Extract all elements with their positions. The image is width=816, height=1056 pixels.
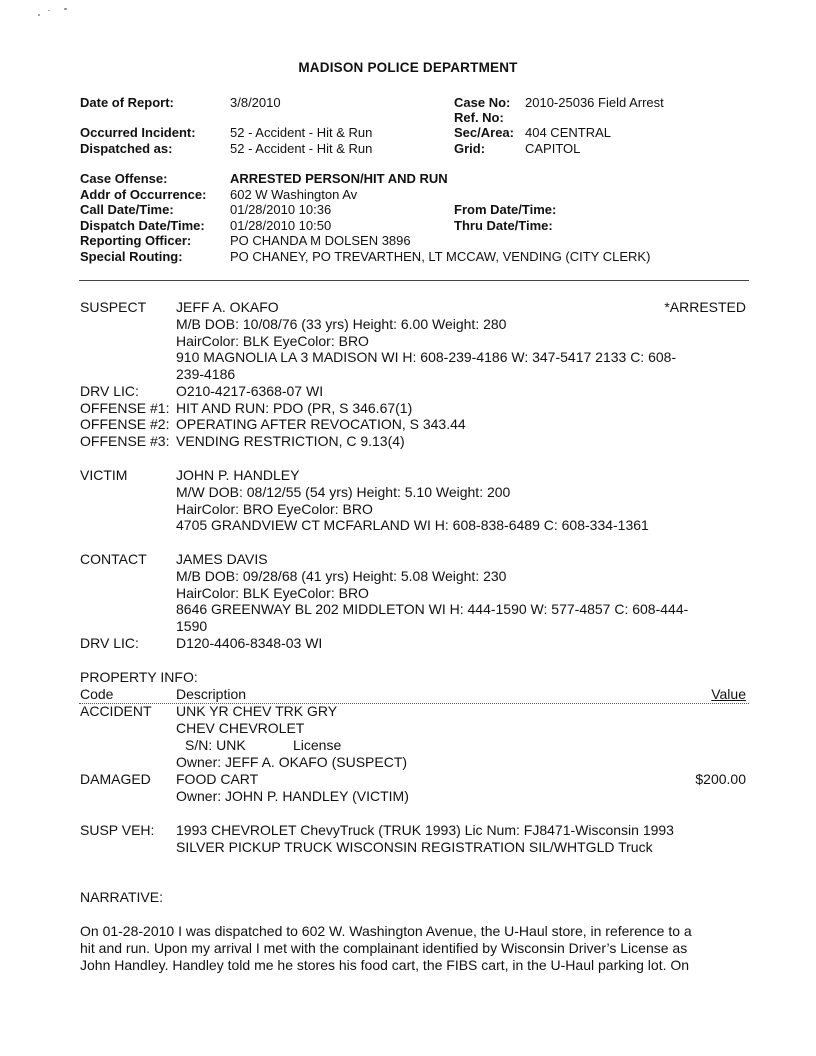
suspect-descriptors: M/B DOB: 10/08/76 (33 yrs) Height: 6.00 Weight: 280 [176,316,507,332]
dispatched-value: 52 - Accident - Hit & Run [230,141,373,156]
property-row-code: ACCIDENT [80,703,152,719]
case-no: 2010-25036 Field Arrest [525,95,664,110]
contact-drv: D120-4406-8348-03 WI [176,635,323,651]
scan-speck [48,10,50,11]
date-of-report: 3/8/2010 [230,95,281,110]
property-row-desc: FOOD CART [176,771,259,787]
property-col-value: Value [711,686,746,702]
grid-value: CAPITOL [525,141,581,156]
offense-3: VENDING RESTRICTION, C 9.13(4) [176,433,405,449]
officer-value: PO CHANDA M DOLSEN 3896 [230,233,411,248]
scan-speck [64,8,67,10]
property-row-owner: Owner: JEFF A. OKAFO (SUSPECT) [176,754,408,770]
victim-address: 4705 GRANDVIEW CT MCFARLAND WI H: 608-838-6489 C: 608-334-1361 [176,517,649,533]
divider [79,280,749,281]
offense-2-label: OFFENSE #2: [80,416,170,432]
suspect-address: 910 MAGNOLIA LA 3 MADISON WI H: 608-239-4186 W: 347-5417 2133 C: 608- [176,349,677,365]
narrative-line: hit and run. Upon my arrival I met with the complainant identified by Wisconsin Driver’s License as [80,940,688,956]
call-label: Call Date/Time: [80,202,174,217]
suspect-label: SUSPECT [80,299,147,315]
case-offense-label: Case Offense: [80,171,168,186]
property-heading: PROPERTY INFO: [80,669,198,685]
dispatch-dt-value: 01/28/2010 10:50 [230,218,332,233]
contact-label: CONTACT [80,551,147,567]
property-row-desc: UNK YR CHEV TRK GRY [176,703,338,719]
ref-no-label: Ref. No: [454,110,504,125]
property-row-owner: Owner: JOHN P. HANDLEY (VICTIM) [176,788,409,804]
date-of-report-label: Date of Report: [80,95,174,110]
from-label: From Date/Time: [454,202,557,217]
dispatch-dt-label: Dispatch Date/Time: [80,218,205,233]
contact-drv-label: DRV LIC: [80,635,139,651]
property-row-value: $200.00 [695,771,746,787]
property-row-code: DAMAGED [80,771,151,787]
property-col-code: Code [80,686,114,702]
victim-name: JOHN P. HANDLEY [176,467,300,483]
susp-veh-line: SILVER PICKUP TRUCK WISCONSIN REGISTRATION SIL/WHTGLD Truck [176,839,653,855]
suspect-address-cont: 239-4186 [176,366,236,382]
call-value: 01/28/2010 10:36 [230,202,332,217]
victim-label: VICTIM [80,467,128,483]
contact-address: 8646 GREENWAY BL 202 MIDDLETON WI H: 444-1590 W: 577-4857 C: 608-444- [176,601,689,617]
case-offense: ARRESTED PERSON/HIT AND RUN [230,171,448,186]
property-row-serial: S/N: UNK [185,737,246,753]
case-no-label: Case No: [454,95,511,110]
contact-name: JAMES DAVIS [176,551,268,567]
susp-veh-label: SUSP VEH: [80,822,155,838]
sec-area: 404 CENTRAL [525,125,611,140]
narrative-line: John Handley. Handley told me he stores his food cart, the FIBS cart, in the U-Haul parking lot. On [80,957,690,973]
scan-speck [38,14,40,16]
susp-veh-line: 1993 CHEVROLET ChevyTruck (TRUK 1993) Lic Num: FJ8471-Wisconsin 1993 [176,822,674,838]
grid-label: Grid: [454,141,486,156]
occurred-value: 52 - Accident - Hit & Run [230,125,373,140]
offense-2: OPERATING AFTER REVOCATION, S 343.44 [176,416,466,432]
property-col-description: Description [176,686,247,702]
arrested-status: *ARRESTED [664,299,746,315]
contact-hair-eye: HairColor: BLK EyeColor: BRO [176,585,369,601]
victim-hair-eye: HairColor: BRO EyeColor: BRO [176,501,373,517]
addr-label: Addr of Occurrence: [80,187,207,202]
routing-value: PO CHANEY, PO TREVARTHEN, LT MCCAW, VENDING (CITY CLERK) [230,249,651,264]
thru-label: Thru Date/Time: [454,218,553,233]
victim-descriptors: M/W DOB: 08/12/55 (54 yrs) Height: 5.10 Weight: 200 [176,484,511,500]
routing-label: Special Routing: [80,249,183,264]
suspect-name: JEFF A. OKAFO [176,299,279,315]
officer-label: Reporting Officer: [80,233,192,248]
suspect-drv: O210-4217-6368-07 WI [176,383,324,399]
sec-area-label: Sec/Area: [454,125,514,140]
addr-value: 602 W Washington Av [230,187,358,202]
offense-1-label: OFFENSE #1: [80,400,170,416]
property-row-desc: CHEV CHEVROLET [176,720,305,736]
narrative-heading: NARRATIVE: [80,889,163,905]
suspect-drv-label: DRV LIC: [80,383,139,399]
dispatched-label: Dispatched as: [80,141,173,156]
contact-address-cont: 1590 [176,618,208,634]
page-title: MADISON POLICE DEPARTMENT [298,60,518,75]
property-row-license: License [293,737,342,753]
contact-descriptors: M/B DOB: 09/28/68 (41 yrs) Height: 5.08 Weight: 230 [176,568,507,584]
suspect-hair-eye: HairColor: BLK EyeColor: BRO [176,333,369,349]
offense-1: HIT AND RUN: PDO (PR, S 346.67(1) [176,400,413,416]
offense-3-label: OFFENSE #3: [80,433,170,449]
narrative-line: On 01-28-2010 I was dispatched to 602 W. Washington Avenue, the U-Haul store, in reference to a [80,923,692,939]
occurred-label: Occurred Incident: [80,125,196,140]
